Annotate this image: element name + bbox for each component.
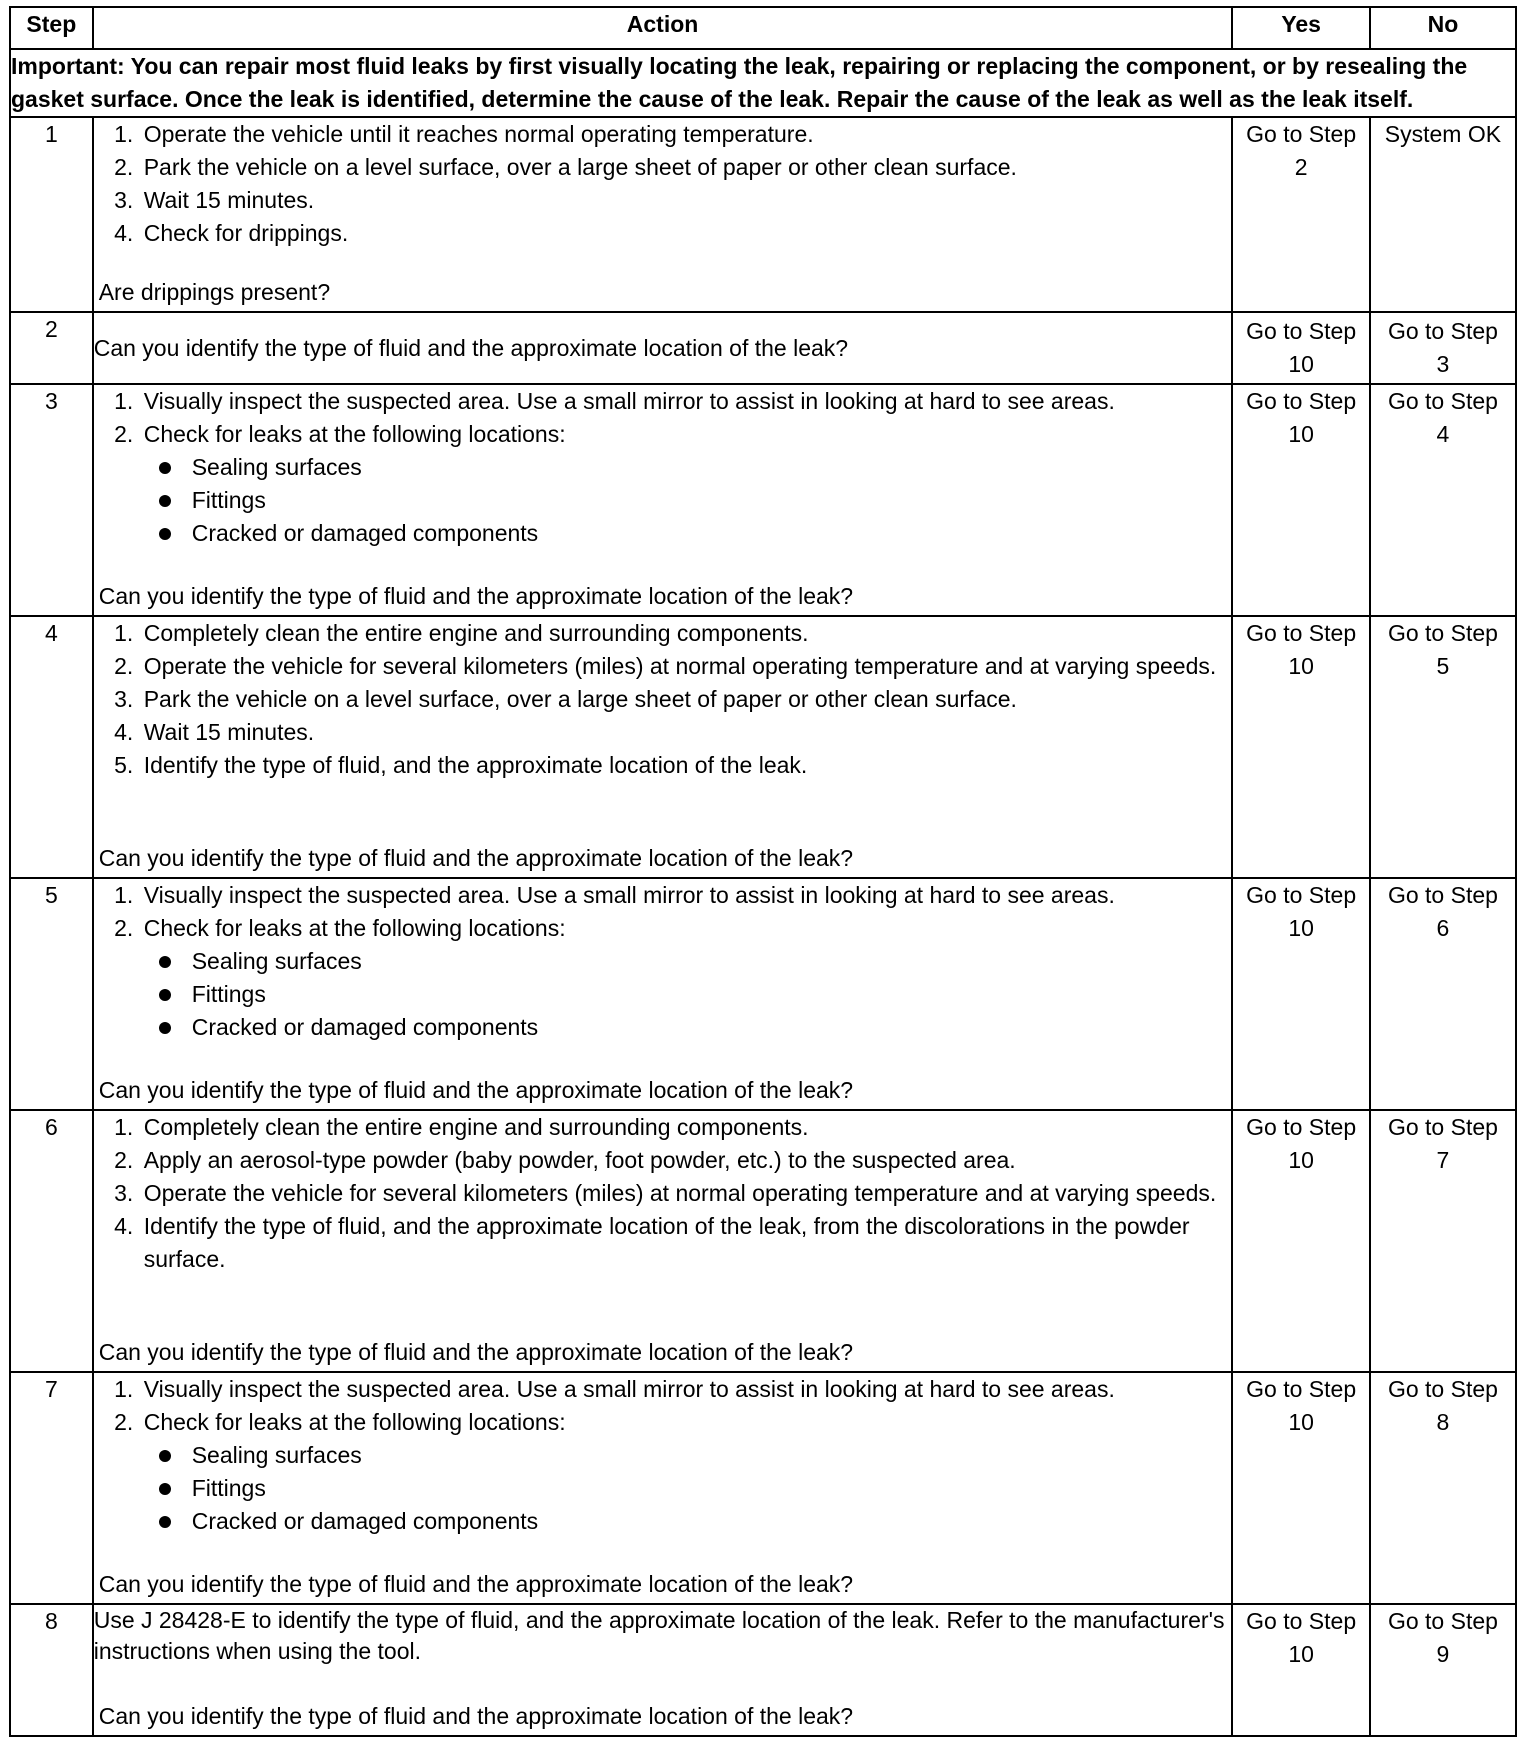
- location-bullet-list: [144, 451, 1232, 550]
- table-row: [10, 384, 1516, 616]
- action-cell: [93, 117, 1233, 312]
- yes-result-text: Go to Step: [1246, 318, 1357, 344]
- action-step-item: [140, 1210, 1232, 1276]
- action-step-text: Park the vehicle on a level surface, over a large sheet of paper or other clean surface.: [143, 686, 1017, 712]
- action-step-text: Check for leaks at the following locations:: [143, 421, 566, 447]
- yes-result-cell: [1232, 616, 1369, 878]
- action-step-text: Wait 15 minutes.: [143, 187, 315, 213]
- no-result-text: 6: [1436, 915, 1450, 941]
- no-result-text: System OK: [1384, 121, 1502, 147]
- step-number: 6: [10, 1110, 93, 1372]
- no-result-text: 5: [1436, 653, 1450, 679]
- action-step-text: Visually inspect the suspected area. Use a small mirror to assist in looking at hard to see areas.: [143, 882, 1115, 908]
- action-step-text: Operate the vehicle for several kilometers (miles) at normal operating temperature and at varying speeds.: [143, 1180, 1217, 1206]
- action-step-text: Check for leaks at the following locations:: [143, 915, 566, 941]
- no-result-cell: [1370, 1372, 1516, 1604]
- action-question: Can you identify the type of fluid and the approximate location of the leak?: [98, 583, 854, 609]
- no-result-text: 7: [1436, 1147, 1450, 1173]
- action-step-text: Visually inspect the suspected area. Use a small mirror to assist in looking at hard to see areas.: [143, 1376, 1115, 1402]
- action-steps-list: [94, 879, 1232, 1044]
- action-cell: [93, 384, 1233, 616]
- yes-result-text: Go to Step: [1246, 1376, 1357, 1402]
- action-step-item: [140, 1144, 1232, 1177]
- action-question: Are drippings present?: [98, 279, 331, 305]
- no-result-cell: [1370, 312, 1516, 384]
- yes-result-text: 10: [1288, 351, 1314, 377]
- yes-result-cell: [1232, 878, 1369, 1110]
- step-number: 4: [10, 616, 93, 878]
- action-step-item: [140, 217, 1232, 250]
- yes-result-cell: [1232, 384, 1369, 616]
- location-bullet-item: Fittings: [192, 978, 1232, 1011]
- location-bullet-item: Cracked or damaged components: [192, 517, 1232, 550]
- action-step-item: [140, 1177, 1232, 1210]
- action-question: Can you identify the type of fluid and the approximate location of the leak?: [98, 1703, 854, 1729]
- action-step-text: Identify the type of fluid, and the approximate location of the leak, from the discolorations in the powder surface.: [143, 1213, 1190, 1272]
- yes-result-cell: [1232, 1110, 1369, 1372]
- yes-result-text: Go to Step: [1246, 121, 1357, 147]
- location-bullet-list: [144, 1439, 1232, 1538]
- action-step-item: [140, 683, 1232, 716]
- action-step-item: [140, 879, 1232, 912]
- important-note: Important: You can repair most fluid leaks by first visually locating the leak, repairing or replacing the component, or by resealing the gasket surface. Once the leak is identified, determine the cause of the leak. Repair the cause of the leak as well as the leak itself.: [10, 49, 1516, 117]
- action-step-text: Check for drippings.: [143, 220, 349, 246]
- action-steps-list: [94, 385, 1232, 550]
- action-step-text: Apply an aerosol-type powder (baby powder, foot powder, etc.) to the suspected area.: [143, 1147, 1016, 1173]
- header-yes: Yes: [1232, 7, 1369, 49]
- action-step-text: Completely clean the entire engine and surrounding components.: [143, 620, 809, 646]
- location-bullet-item: Fittings: [192, 484, 1232, 517]
- yes-result-text: Go to Step: [1246, 882, 1357, 908]
- header-action: Action: [93, 7, 1233, 49]
- step-number: 8: [10, 1604, 93, 1736]
- action-steps-list: [94, 118, 1232, 250]
- table-row: [10, 1110, 1516, 1372]
- no-result-cell: [1370, 616, 1516, 878]
- yes-result-text: 10: [1288, 1147, 1314, 1173]
- action-cell: [93, 312, 1233, 384]
- yes-result-text: Go to Step: [1246, 388, 1357, 414]
- action-cell: [93, 1110, 1233, 1372]
- action-step-text: Visually inspect the suspected area. Use a small mirror to assist in looking at hard to see areas.: [143, 388, 1115, 414]
- header-no: No: [1370, 7, 1516, 49]
- action-question: Can you identify the type of fluid and the approximate location of the leak?: [98, 1077, 854, 1103]
- action-step-item: [140, 418, 1232, 550]
- yes-result-text: 10: [1288, 1641, 1314, 1667]
- action-question: Can you identify the type of fluid and the approximate location of the leak?: [98, 1339, 854, 1365]
- location-bullet-item: Cracked or damaged components: [192, 1505, 1232, 1538]
- yes-result-cell: [1232, 312, 1369, 384]
- action-steps-list: [94, 1111, 1232, 1276]
- yes-result-text: Go to Step: [1246, 1114, 1357, 1140]
- action-cell: [93, 1604, 1233, 1736]
- yes-result-text: 10: [1288, 653, 1314, 679]
- action-step-text: Wait 15 minutes.: [143, 719, 315, 745]
- location-bullet-item: Sealing surfaces: [192, 451, 1232, 484]
- action-steps-list: [94, 1373, 1232, 1538]
- yes-result-text: 2: [1294, 154, 1308, 180]
- table-row: [10, 616, 1516, 878]
- yes-result-text: 10: [1288, 1409, 1314, 1435]
- yes-result-cell: [1232, 1604, 1369, 1736]
- no-result-cell: [1370, 117, 1516, 312]
- step-number: 5: [10, 878, 93, 1110]
- action-step-text: Park the vehicle on a level surface, over a large sheet of paper or other clean surface.: [143, 154, 1017, 180]
- no-result-cell: [1370, 878, 1516, 1110]
- important-note-row: [10, 49, 1516, 117]
- action-steps-list: [94, 617, 1232, 782]
- location-bullet-list: [144, 945, 1232, 1044]
- action-cell: [93, 1372, 1233, 1604]
- action-question: Can you identify the type of fluid and the approximate location of the leak?: [98, 1571, 854, 1597]
- no-result-text: 3: [1436, 351, 1450, 377]
- step-number: 2: [10, 312, 93, 384]
- no-result-text: 8: [1436, 1409, 1450, 1435]
- action-step-text: Completely clean the entire engine and surrounding components.: [143, 1114, 809, 1140]
- no-result-text: Go to Step: [1387, 620, 1498, 646]
- action-step-item: [140, 1373, 1232, 1406]
- yes-result-text: Go to Step: [1246, 1608, 1357, 1634]
- step-number: 1: [10, 117, 93, 312]
- no-result-text: Go to Step: [1387, 882, 1498, 908]
- table-row: [10, 1604, 1516, 1736]
- no-result-cell: [1370, 1110, 1516, 1372]
- no-result-cell: [1370, 1604, 1516, 1736]
- action-intro: Use J 28428-E to identify the type of fluid, and the approximate location of the leak. Refer to the manufacturer's instructions when using the tool.: [93, 1607, 1225, 1664]
- diagnostic-table: [9, 6, 1517, 1737]
- action-step-text: Operate the vehicle until it reaches normal operating temperature.: [143, 121, 814, 147]
- action-question: Can you identify the type of fluid and the approximate location of the leak?: [93, 334, 849, 361]
- table-row: [10, 1372, 1516, 1604]
- action-question: Can you identify the type of fluid and the approximate location of the leak?: [98, 845, 854, 871]
- table-row: [10, 117, 1516, 312]
- action-step-item: [140, 749, 1232, 782]
- no-result-text: 4: [1436, 421, 1450, 447]
- yes-result-text: 10: [1288, 421, 1314, 447]
- action-step-item: [140, 184, 1232, 217]
- no-result-cell: [1370, 384, 1516, 616]
- no-result-text: Go to Step: [1387, 1114, 1498, 1140]
- yes-result-cell: [1232, 117, 1369, 312]
- yes-result-cell: [1232, 1372, 1369, 1604]
- action-step-item: [140, 385, 1232, 418]
- no-result-text: Go to Step: [1387, 388, 1498, 414]
- action-step-item: [140, 912, 1232, 1044]
- action-step-text: Check for leaks at the following locations:: [143, 1409, 566, 1435]
- step-number: 3: [10, 384, 93, 616]
- action-step-item: [140, 1406, 1232, 1538]
- location-bullet-item: Fittings: [192, 1472, 1232, 1505]
- action-step-item: [140, 118, 1232, 151]
- yes-result-text: 10: [1288, 915, 1314, 941]
- action-step-text: Operate the vehicle for several kilometers (miles) at normal operating temperature and at varying speeds.: [143, 653, 1217, 679]
- location-bullet-item: Cracked or damaged components: [192, 1011, 1232, 1044]
- table-header-row: [10, 7, 1516, 49]
- action-step-item: [140, 650, 1232, 683]
- location-bullet-item: Sealing surfaces: [192, 1439, 1232, 1472]
- no-result-text: 9: [1436, 1641, 1450, 1667]
- action-cell: [93, 878, 1233, 1110]
- location-bullet-item: Sealing surfaces: [192, 945, 1232, 978]
- action-step-item: [140, 1111, 1232, 1144]
- action-step-item: [140, 716, 1232, 749]
- action-step-text: Identify the type of fluid, and the approximate location of the leak.: [143, 752, 808, 778]
- action-step-item: [140, 617, 1232, 650]
- no-result-text: Go to Step: [1387, 1608, 1498, 1634]
- header-step: Step: [10, 7, 93, 49]
- table-row: [10, 312, 1516, 384]
- action-cell: [93, 616, 1233, 878]
- action-step-item: [140, 151, 1232, 184]
- yes-result-text: Go to Step: [1246, 620, 1357, 646]
- table-row: [10, 878, 1516, 1110]
- no-result-text: Go to Step: [1387, 318, 1498, 344]
- step-number: 7: [10, 1372, 93, 1604]
- no-result-text: Go to Step: [1387, 1376, 1498, 1402]
